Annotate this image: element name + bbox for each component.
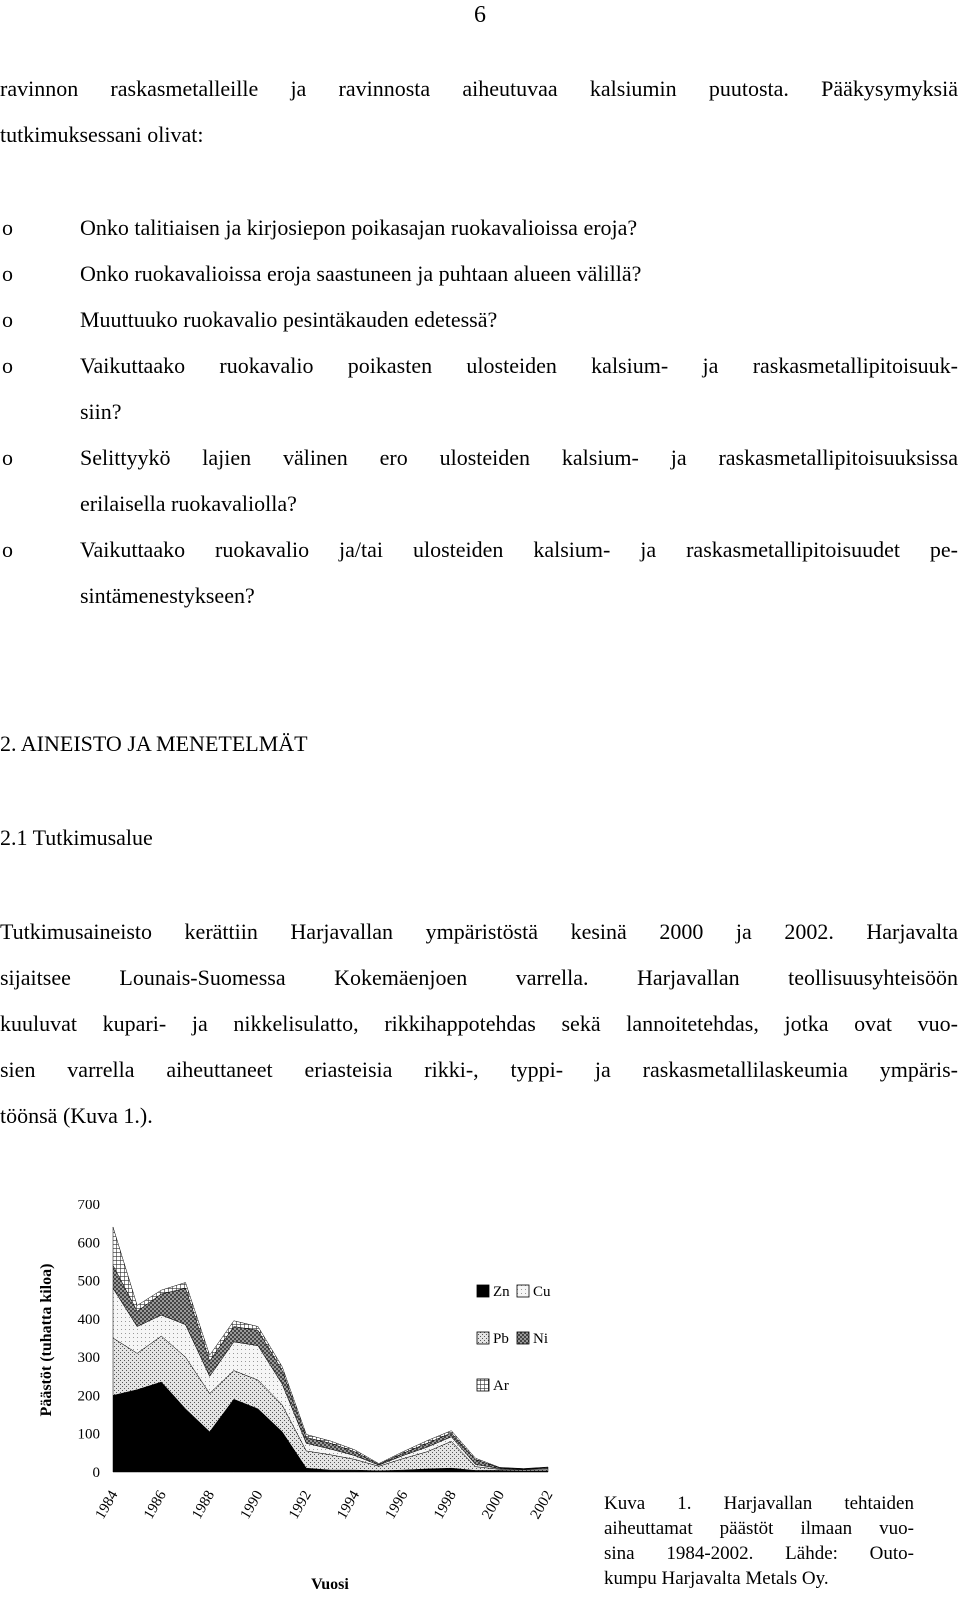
figure-caption <box>604 1491 914 1591</box>
bullet-marker: o <box>2 445 13 470</box>
body-line: kuuluvat kupari- ja nikkelisulatto, rikkihappotehdas sekä lannoitetehdas, jotka ovat vuo- <box>0 1011 958 1036</box>
y-tick-label: 700 <box>77 1200 100 1213</box>
chart-legend <box>477 1284 551 1394</box>
legend-label-pb: Pb <box>493 1331 509 1347</box>
question-item <box>0 251 958 297</box>
y-tick-label: 200 <box>77 1388 100 1405</box>
question-line: siin? <box>80 399 122 424</box>
legend-swatch-zn <box>477 1285 489 1297</box>
intro-paragraph <box>0 66 958 158</box>
x-axis-label: Vuosi <box>311 1576 349 1593</box>
y-tick-label: 100 <box>77 1426 100 1443</box>
question-line: Vaikuttaako ruokavalio ja/tai ulosteiden kalsium- ja raskasmetallipitoisuudet pe- <box>80 537 958 562</box>
question-line: erilaisella ruokavaliolla? <box>80 491 297 516</box>
bullet-marker: o <box>2 261 13 286</box>
legend-swatch-ni <box>517 1332 529 1344</box>
body-line: Tutkimusaineisto kerättiin Harjavallan ympäristöstä kesinä 2000 ja 2002. Harjavalta <box>0 919 958 944</box>
y-tick-label: 600 <box>77 1235 100 1252</box>
x-tick-label: 1996 <box>382 1488 412 1522</box>
y-axis <box>78 1200 101 1481</box>
y-tick-label: 500 <box>77 1273 100 1290</box>
question-line: Onko ruokavalioissa eroja saastuneen ja puhtaan alueen välillä? <box>80 261 642 286</box>
caption-line: aiheuttamat päästöt ilmaan vuo- <box>604 1518 914 1539</box>
bullet-marker: o <box>2 307 13 332</box>
x-tick-label: 1998 <box>430 1488 460 1522</box>
question-item <box>0 343 958 435</box>
x-tick-label: 1986 <box>140 1488 170 1522</box>
question-line: sintämenestykseen? <box>80 583 255 608</box>
y-tick-label: 300 <box>77 1350 100 1367</box>
legend-label-cu: Cu <box>533 1284 551 1300</box>
y-tick-label: 0 <box>92 1465 100 1481</box>
question-item <box>0 205 958 251</box>
y-tick-label: 400 <box>77 1311 100 1328</box>
legend-label-zn: Zn <box>493 1284 510 1300</box>
intro-line: tutkimuksessani olivat: <box>0 122 204 147</box>
question-line: Muuttuuko ruokavalio pesintäkauden edetessä? <box>80 307 498 332</box>
x-tick-label: 2002 <box>527 1488 557 1522</box>
subsection-heading: 2.1 Tutkimusalue <box>0 825 153 850</box>
bullet-marker: o <box>2 215 13 240</box>
legend-swatch-pb <box>477 1332 489 1344</box>
question-item <box>0 527 958 619</box>
x-axis <box>93 1488 557 1522</box>
intro-line: ravinnon raskasmetalleille ja ravinnosta aiheutuvaa kalsiumin puutosta. Pääkysymyksiä <box>0 76 958 101</box>
body-line: sijaitsee Lounais-Suomessa Kokemäenjoen varrella. Harjavallan teollisuusyhteisöön <box>0 965 958 990</box>
x-tick-label: 1994 <box>334 1488 364 1522</box>
question-line: Selittyykö lajien välinen ero ulosteiden kalsium- ja raskasmetallipitoisuuksissa <box>80 445 958 470</box>
x-tick-label: 2000 <box>479 1488 509 1522</box>
y-axis-label: Päästöt (tuhatta kiloa) <box>38 1263 55 1417</box>
caption-line: kumpu Harjavalta Metals Oy. <box>604 1568 829 1589</box>
body-line: sien varrella aiheuttaneet eriasteisia rikki-, typpi- ja raskasmetallilaskeumia ympäris- <box>0 1057 958 1082</box>
legend-label-ni: Ni <box>533 1331 548 1347</box>
question-line: Vaikuttaako ruokavalio poikasten ulosteiden kalsium- ja raskasmetallipitoisuuk- <box>80 353 958 378</box>
caption-line: Kuva 1. Harjavallan tehtaiden <box>604 1493 914 1514</box>
research-questions-list <box>0 205 958 619</box>
legend-label-ar: Ar <box>493 1378 509 1394</box>
x-tick-label: 1988 <box>189 1488 219 1522</box>
question-line: Onko talitiaisen ja kirjosiepon poikasajan ruokavalioissa eroja? <box>80 215 638 240</box>
caption-line: sina 1984-2002. Lähde: Outo- <box>604 1543 914 1564</box>
question-item <box>0 435 958 527</box>
bullet-marker: o <box>2 353 13 378</box>
x-tick-label: 1990 <box>237 1488 267 1522</box>
x-tick-label: 1984 <box>92 1488 122 1522</box>
body-paragraph <box>0 909 958 1139</box>
section-heading: 2. AINEISTO JA MENETELMÄT <box>0 731 308 756</box>
x-tick-label: 1992 <box>285 1488 315 1522</box>
legend-swatch-cu <box>517 1285 529 1297</box>
question-item <box>0 297 958 343</box>
body-line: töönsä (Kuva 1.). <box>0 1103 153 1128</box>
legend-swatch-ar <box>477 1379 489 1391</box>
emissions-chart <box>0 1200 600 1608</box>
page-number: 6 <box>474 2 486 28</box>
bullet-marker: o <box>2 537 13 562</box>
